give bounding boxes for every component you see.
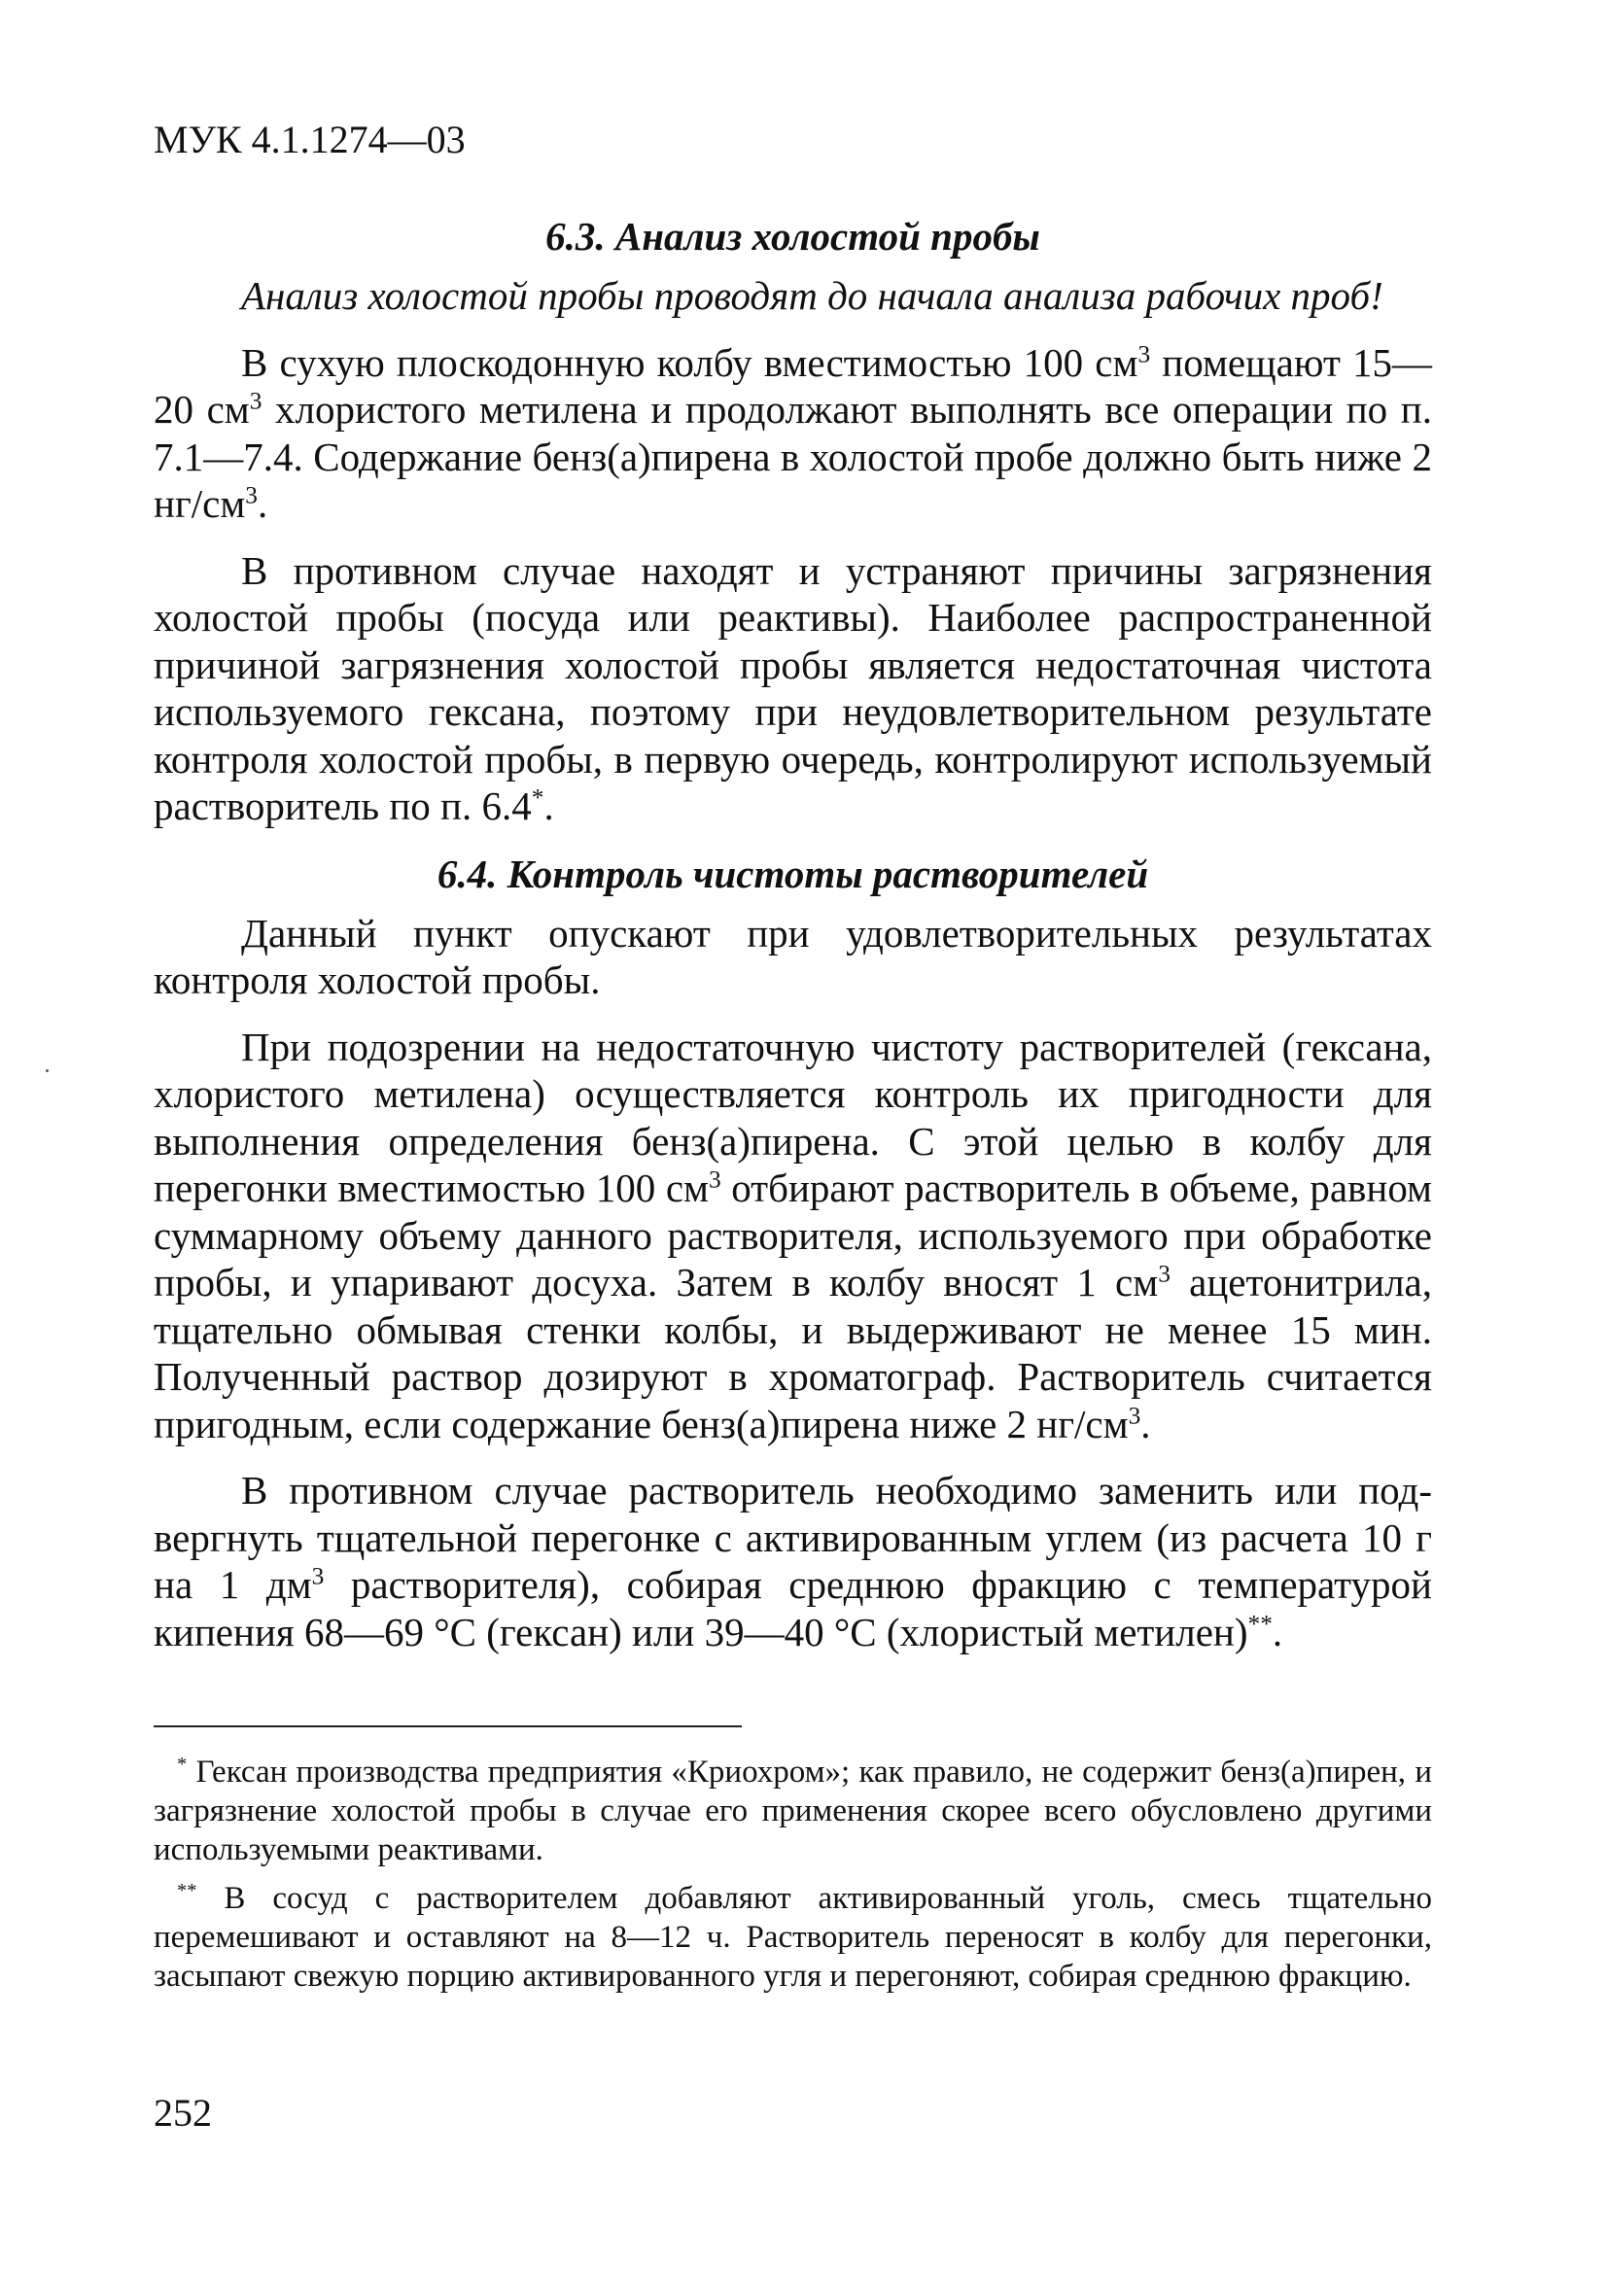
paragraph: Анализ холостой пробы проводят до начала анализа рабочих проб! [241,273,1383,318]
superscript: 3 [249,387,262,415]
superscript: 3 [1137,339,1151,367]
paragraph: В противном случае находят и устраняют причины загрязнения холостой пробы (посуда или реактивы). Наиболее распространенной причиной загрязнения холостой пробы является недостаточная чистота используемого гексана, поэтому при неудовлетворительном результате контроля холостой пробы, в первую очередь, контролируют используемый растворитель по п. 6.4*. [154,547,1432,828]
paragraph: В сухую плоскодонную колбу вместимостью 100 $см^3$ помещают 15—20 $см^3$ хлористого метилена и продолжают выполнять все операции по п. 7.1—7.4. Содержание бенз(а)пирена в холостой пробе должно быть ниже 2 $нг/см^3$. [154,339,1432,526]
superscript: 3 [1158,1260,1171,1288]
footnote: ** В сосуд с растворителем добавляют активированный уголь, смесь тщательно перемешивают и оставляют на 8—12 ч. Растворитель переносят в колбу для перегонки, засыпают свежую порцию активированного угля и перегоняют, собирая среднюю фракцию. [154,1880,1432,1994]
footnotes [154,1753,1432,1996]
superscript: 3 [708,1165,721,1194]
footnote-ref[interactable]: ** [1247,1609,1273,1637]
section-6-4 [154,850,1432,1656]
footnote-ref[interactable]: * [531,783,544,812]
superscript: 3 [1128,1401,1141,1429]
footnote-mark: * [177,1754,188,1775]
footnote: * Гексан производства предприятия «Криохром»; как правило, не содержит бенз(а)пирен, и загрязнение холостой пробы в случае его применения скорее всего обусловлено другими используемыми реактивами. [154,1754,1432,1867]
footnote-mark: ** [177,1880,197,1901]
paragraph: Данный пункт опускают при удовлетворительных результатах контроля холостой пробы. [154,910,1432,1002]
section-title: 6.3. Анализ холостой пробы [545,214,1040,259]
section-6-3 [154,212,1432,830]
scan-speck [46,1069,49,1072]
document-header: МУК 4.1.1274—03 [154,118,466,161]
footnote-divider [154,1725,742,1727]
superscript: 3 [311,1562,325,1590]
superscript: 3 [245,481,258,509]
paragraph: В противном случае растворитель необходимо заменить или подвергнуть тщательной перегонке с активированным углем (из расчета 10 г на 1 $дм^3$ растворителя), собирая среднюю фракцию с температурой кипения 68—69 °С (гексан) или 39—40 °С (хлористый метилен)**. [154,1468,1432,1654]
page-number: 252 [154,2091,212,2135]
section-title: 6.4. Контроль чистоты растворителей [437,851,1149,896]
document-page [154,117,1432,2005]
paragraph: При подозрении на недостаточную чистоту растворителей (гексана, хлористого метилена) осуществляется контроль их пригодности для выполнения определения бенз(а)пирена. С этой целью в колбу для перегонки вместимостью 100 $см^3$ отбирают растворитель в объеме, равном суммарному объему данного растворителя, используемого при обработке пробы, и упаривают досуха. Затем в колбу вносят 1 $см^3$ ацетонитрила, тщательно обмывая стенки колбы, и выдерживают не менее 15 мин. Полученный раствор дозируют в хроматограф. Растворитель считается пригодным, если содержание бенз(а)пирена ниже 2 $нг/см^3$. [154,1024,1432,1446]
